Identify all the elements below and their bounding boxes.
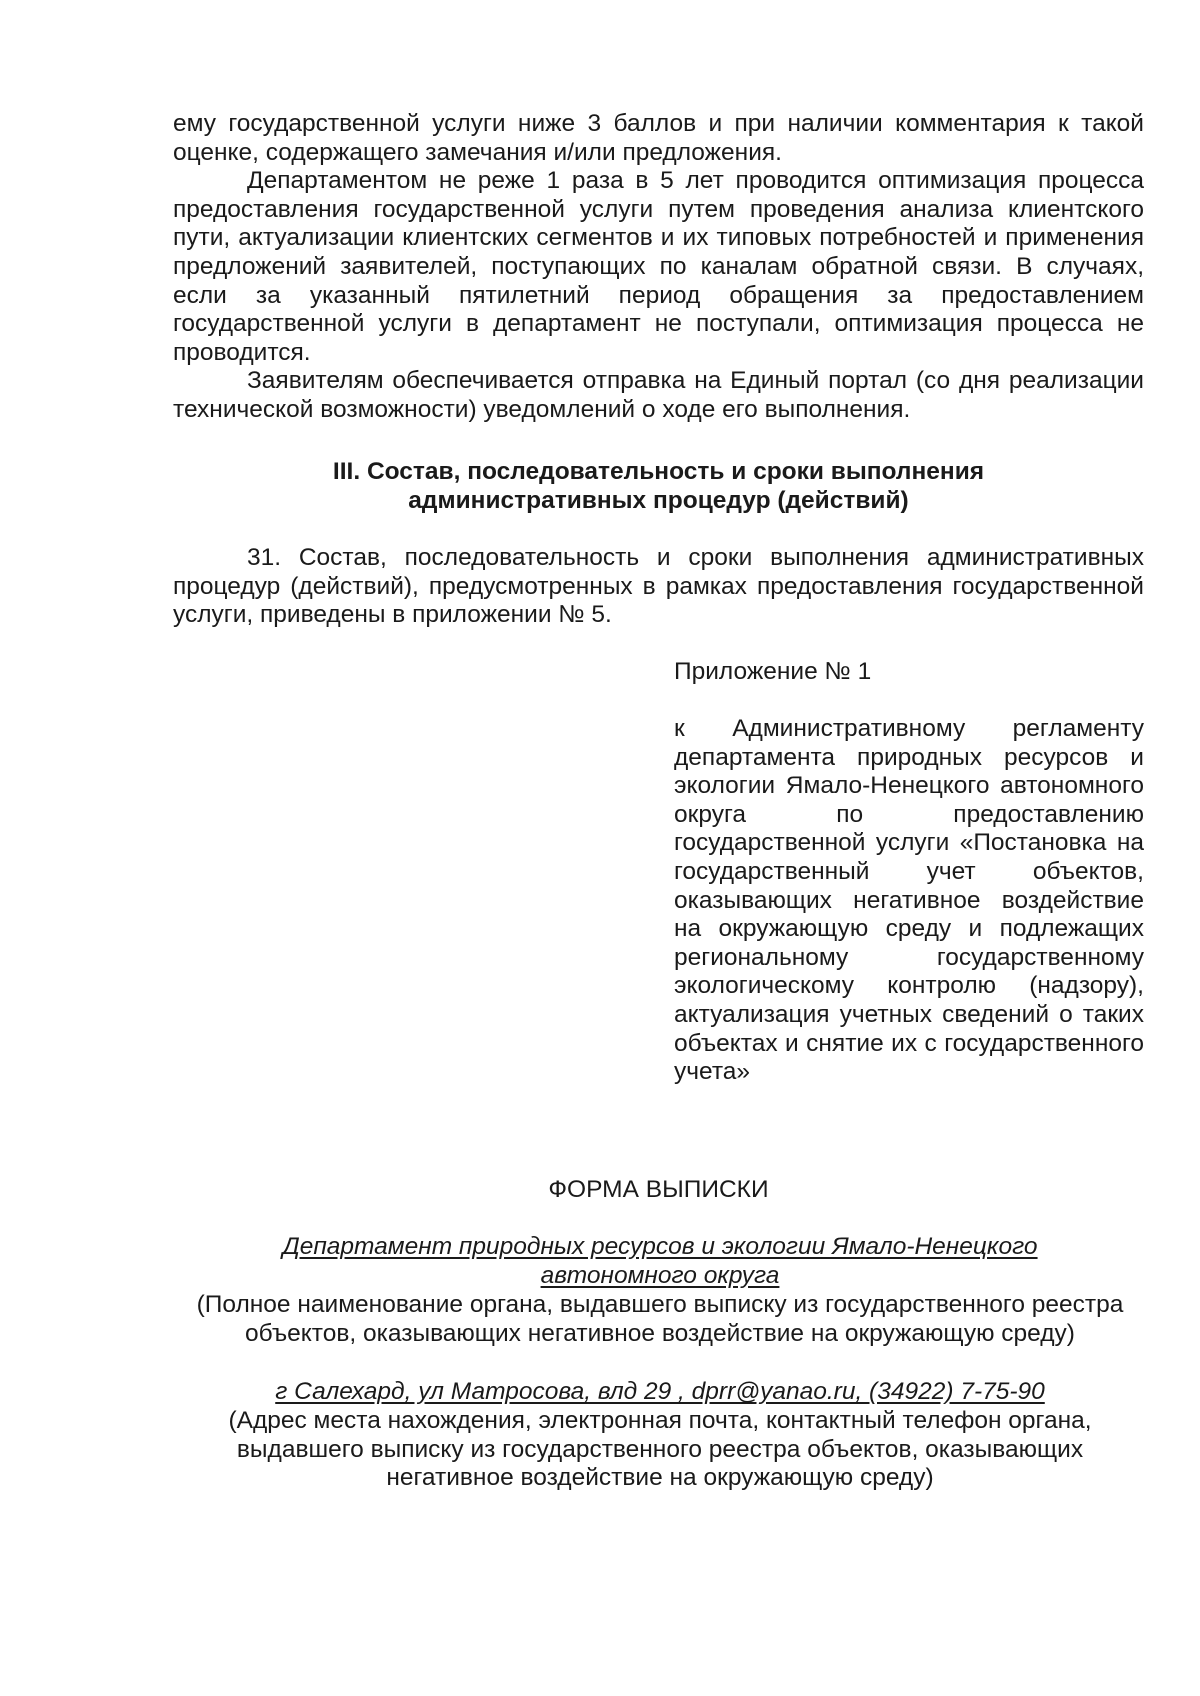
- intro-paragraph-2: Департаментом не реже 1 раза в 5 лет проводится оптимизация процесса предоставления государственной услуги путем проведения анализа клиентского пути, актуализации клиентских сегментов и их типовых потребностей и применения предложений заявителей, поступающих по каналам обратной связи. В случаях, если за указанный пятилетний период обращения за предоставлением государственной услуги в департамент не поступали, оптимизация процесса не проводится.: [173, 167, 1144, 366]
- intro-paragraph-1: ему государственной услуги ниже 3 баллов и при наличии комментария к такой оценке, содержащего замечания и/или предложения.: [173, 110, 1144, 166]
- paragraph-31: 31. Состав, последовательность и сроки выполнения административных процедур (действий), предусмотренных в рамках предоставления государственной услуги, приведены в приложении № 5.: [173, 544, 1144, 629]
- form-title: ФОРМА ВЫПИСКИ: [548, 1176, 769, 1203]
- organ-address-caption: (Адрес места нахождения, электронная почта, контактный телефон органа, выдавшего выписку из государственного реестра объектов, оказывающих негативное воздействие на окружающую среду): [228, 1407, 1092, 1492]
- organ-name-line-2: [190, 1262, 1130, 1291]
- organ-name-value-2: автономного округа: [540, 1262, 780, 1289]
- appendix-title: Приложение № 1: [674, 658, 872, 685]
- organ-name-value-1: Департамент природных ресурсов и экологии Ямало-Ненецкого: [282, 1233, 1038, 1260]
- organ-name-caption: (Полное наименование органа, выдавшего выписку из государственного реестра объектов, оказывающих негативное воздействие на окружающую среду): [196, 1291, 1124, 1347]
- organ-address-value: г Салехард, ул Матросова, влд 29 , dprr@yanao.ru, (34922) 7-75-90: [275, 1378, 1045, 1405]
- section-iii-heading-line-2: административных процедур (действий): [408, 487, 909, 514]
- section-iii-heading-line-1: III. Состав, последовательность и сроки выполнения: [332, 458, 985, 485]
- intro-paragraph-3: Заявителям обеспечивается отправка на Единый портал (со дня реализации технической возможности) уведомлений о ходе его выполнения.: [173, 367, 1144, 423]
- intro-section: [173, 110, 1144, 425]
- organ-name-line-1: [190, 1233, 1130, 1262]
- appendix-text: к Административному регламенту департамента природных ресурсов и экологии Ямало-Ненецкого автономного округа по предоставлению государственной услуги «Постановка на государственный учет объектов, оказывающих негативное воздействие на окружающую среду и подлежащих региональному государственному экологическому контролю (надзору), актуализация учетных сведений о таких объектах и снятие их с государственного учета»: [674, 715, 1144, 1086]
- organ-address-line: [190, 1378, 1130, 1407]
- section-iii-body: [173, 544, 1144, 630]
